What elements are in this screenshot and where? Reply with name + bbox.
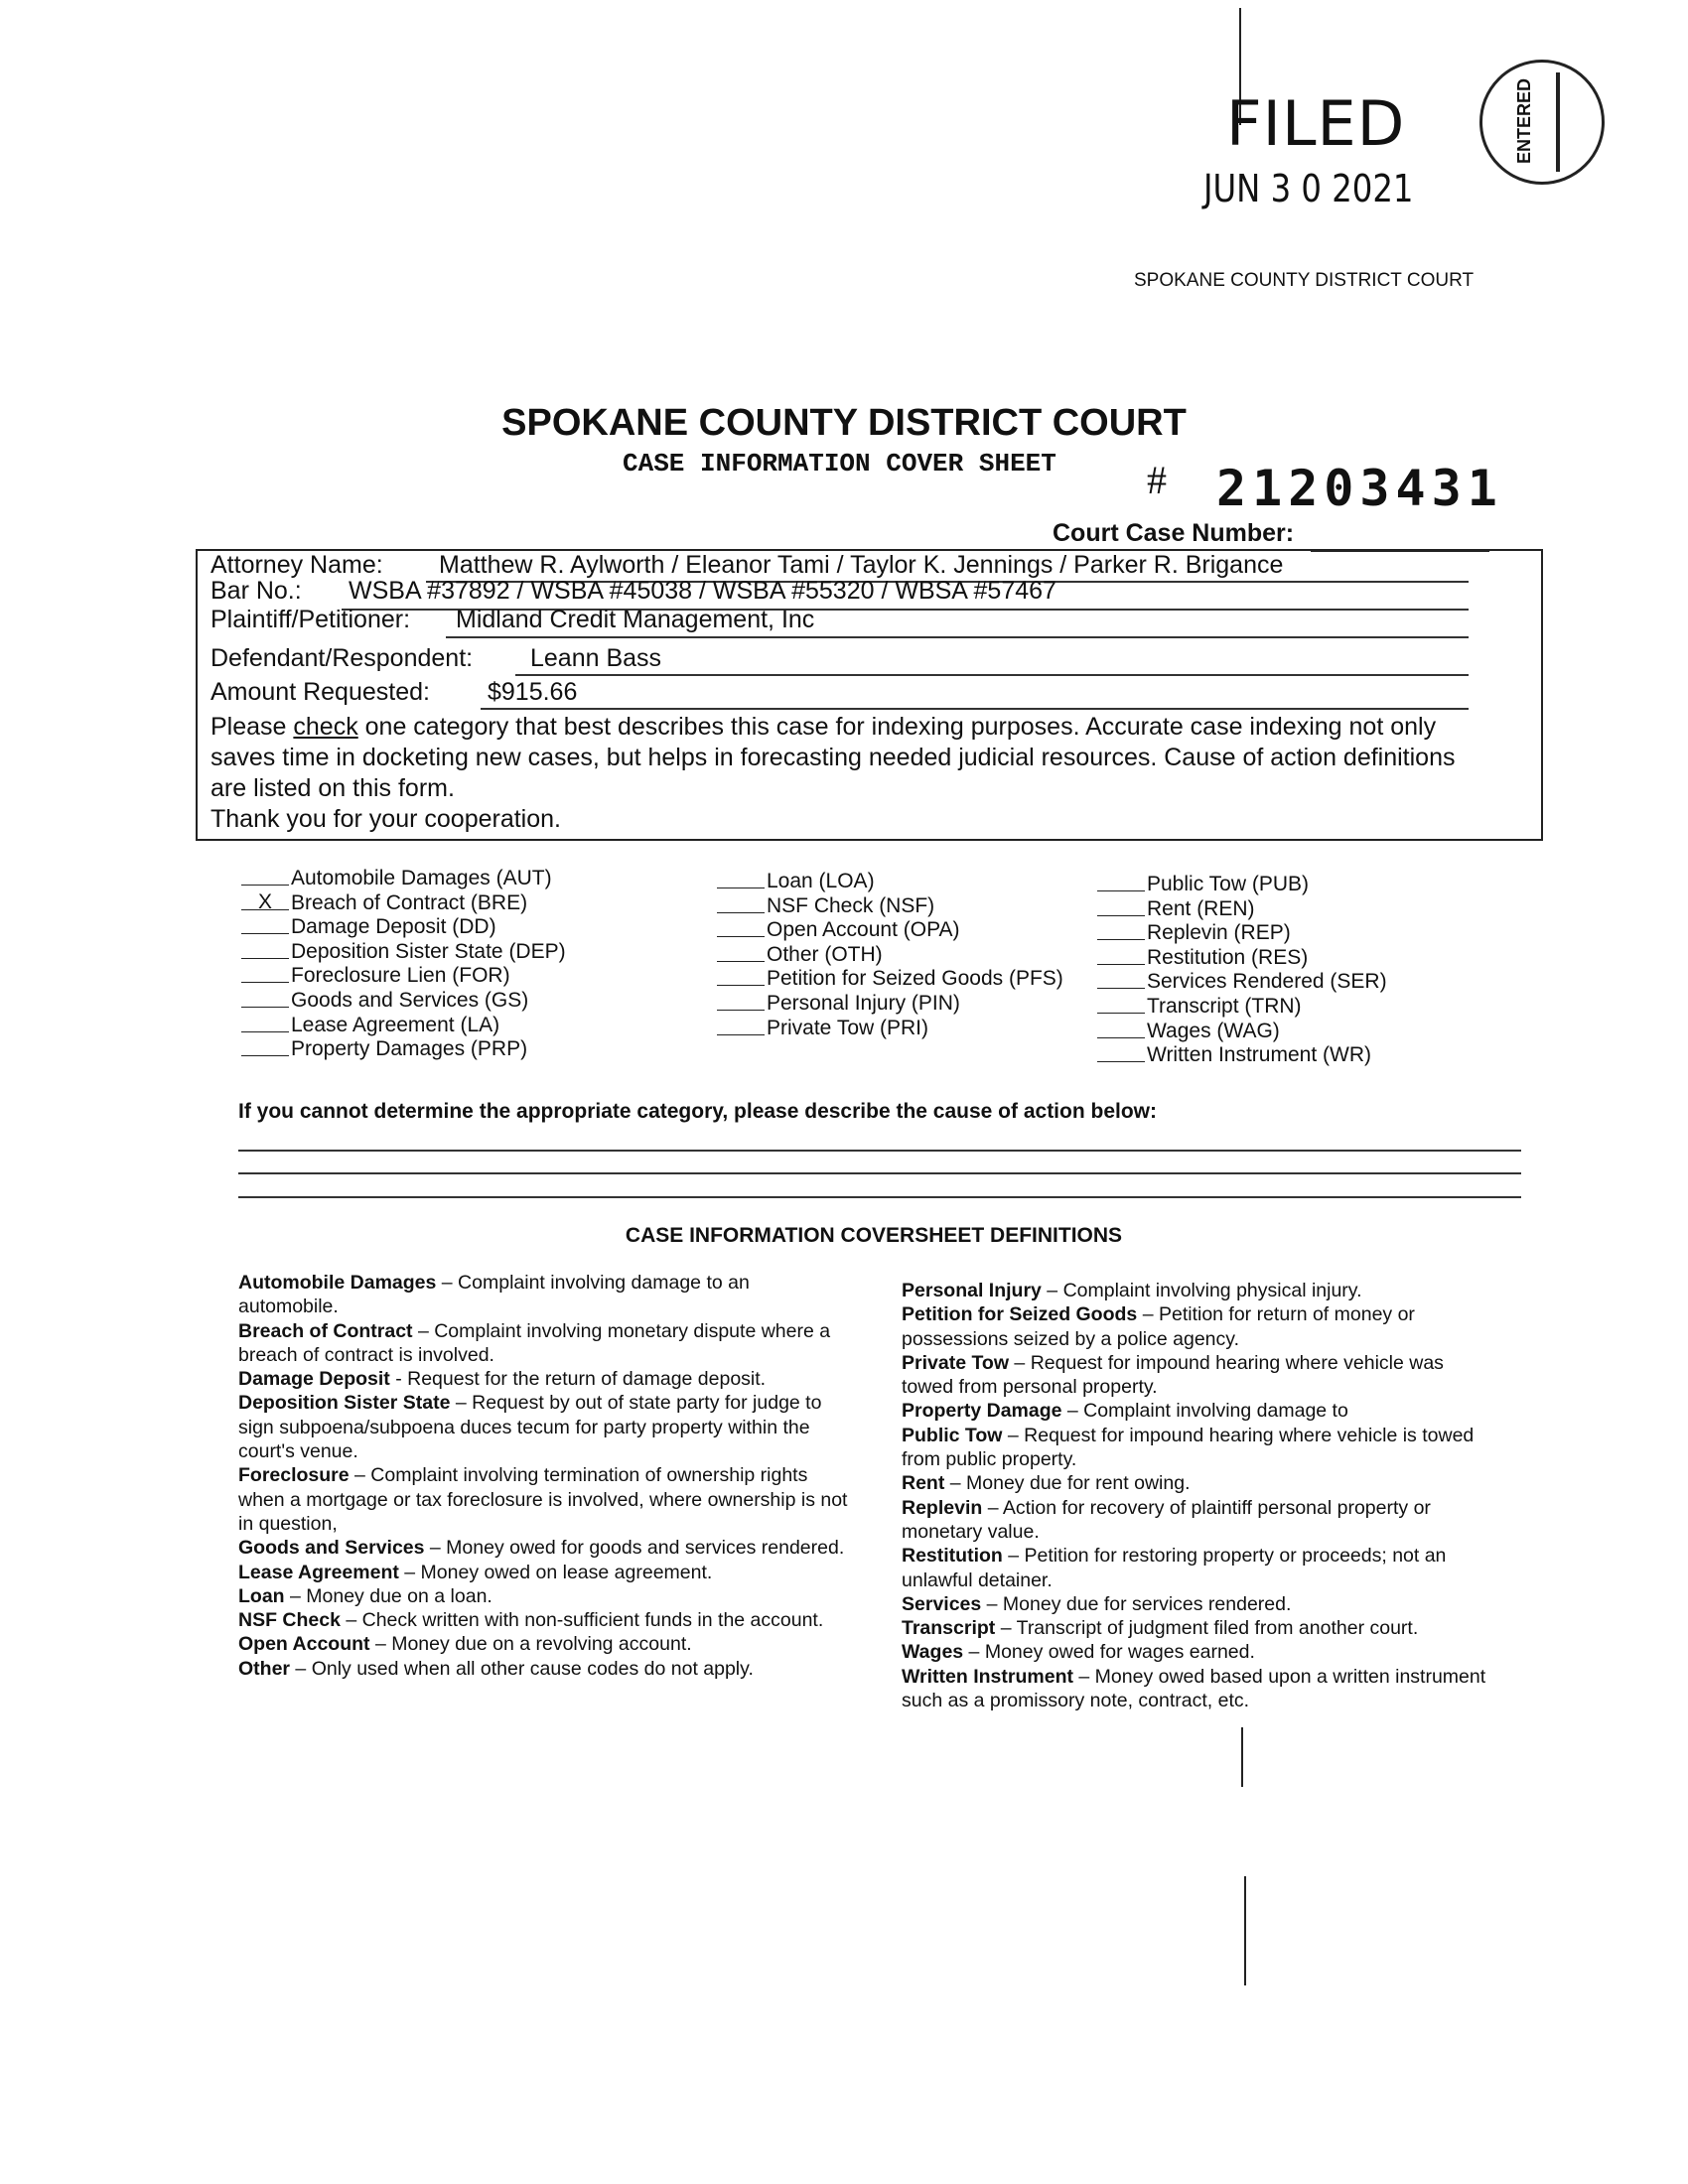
entered-stamp-bar [1556, 72, 1560, 172]
instructions-check: check [293, 713, 358, 741]
category-checkbox[interactable] [241, 915, 289, 934]
category-label: Loan (LOA) [767, 870, 875, 892]
category-item[interactable] [1097, 1043, 1387, 1068]
definition-text: – Money due on a revolving account. [369, 1633, 692, 1656]
definition-item [902, 1496, 1487, 1545]
definition-item [238, 1561, 854, 1584]
category-checkbox[interactable] [717, 943, 765, 962]
category-label: Personal Injury (PIN) [767, 991, 960, 1015]
definition-text: – Complaint involving damage to an automobile. [238, 1272, 750, 1318]
definition-text: – Money owed based upon a written instrument such as a promissory note, contract, etc. [902, 1665, 1486, 1712]
entered-stamp-text: ENTERED [1514, 78, 1534, 165]
category-checkbox[interactable] [1097, 921, 1145, 940]
category-checkbox[interactable] [241, 1014, 289, 1032]
definitions-heading: CASE INFORMATION COVERSHEET DEFINITIONS [625, 1224, 1123, 1247]
definition-item [238, 1608, 854, 1632]
case-info-box [196, 549, 1543, 841]
definition-term: Wages [902, 1641, 964, 1664]
category-label: Transcript (TRN) [1147, 994, 1302, 1018]
definition-item [238, 1271, 854, 1319]
category-item[interactable] [241, 1014, 566, 1038]
category-checkbox[interactable] [717, 992, 765, 1011]
definition-item [238, 1657, 854, 1681]
category-label: Breach of Contract (BRE) [291, 890, 528, 914]
amount-label: Amount Requested: [211, 678, 430, 706]
category-item[interactable] [241, 867, 566, 891]
category-checkbox[interactable] [241, 989, 289, 1008]
category-column-2 [717, 870, 1063, 1040]
definition-term: Private Tow [902, 1351, 1010, 1374]
category-item[interactable] [1097, 1020, 1387, 1044]
category-item[interactable] [241, 940, 566, 965]
category-label: Goods and Services (GS) [291, 988, 529, 1012]
attorney-row [211, 551, 383, 580]
definition-term: Breach of Contract [238, 1319, 413, 1342]
definition-text: – Request by out of state party for judge to sign subpoena/subpoena duces tecum for party property within the court's venue. [238, 1392, 822, 1463]
definition-item [902, 1399, 1487, 1423]
bar-value: WSBA #37892 / WSBA #45038 / WSBA #55320 / WBSA #57467 [349, 577, 1056, 605]
definition-item [902, 1544, 1487, 1592]
definition-text: - Request for the return of damage deposit. [389, 1368, 767, 1391]
definition-item [238, 1584, 854, 1608]
instructions-text [211, 712, 1481, 835]
definition-term: Loan [238, 1584, 285, 1607]
category-checkbox[interactable] [717, 1017, 765, 1035]
definition-term: Public Tow [902, 1424, 1003, 1446]
category-item[interactable] [717, 870, 1063, 894]
category-item[interactable] [1097, 873, 1387, 897]
definition-item [902, 1640, 1487, 1664]
margin-line-bottom-2 [1244, 1876, 1246, 1985]
definition-item [902, 1351, 1487, 1400]
definition-item [238, 1367, 854, 1391]
category-item[interactable] [1097, 995, 1387, 1020]
category-item[interactable] [241, 915, 566, 940]
definition-term: Open Account [238, 1633, 370, 1656]
definitions-left-column [238, 1271, 854, 1681]
category-label: Property Damages (PRP) [291, 1037, 528, 1061]
category-item[interactable] [1097, 921, 1387, 946]
category-checkbox[interactable] [1097, 970, 1145, 989]
definition-term: Foreclosure [238, 1464, 350, 1487]
category-column-1 [241, 867, 566, 1062]
definition-text: – Complaint involving monetary dispute where a breach of contract is involved. [238, 1319, 831, 1366]
definition-term: Property Damage [902, 1400, 1062, 1423]
category-checkbox[interactable] [241, 964, 289, 983]
category-checkbox[interactable] [1097, 873, 1145, 891]
filed-stamp: FILED [1226, 87, 1406, 160]
definitions-right-column [902, 1279, 1487, 1712]
definition-item [238, 1632, 854, 1656]
plaintiff-row [211, 606, 410, 634]
page-title: SPOKANE COUNTY DISTRICT COURT [501, 402, 1187, 444]
category-item[interactable] [1097, 897, 1387, 922]
describe-line-3[interactable] [238, 1196, 1521, 1198]
definition-term: Written Instrument [902, 1665, 1073, 1688]
definition-text: – Money due for services rendered. [981, 1592, 1292, 1615]
plaintiff-value: Midland Credit Management, Inc [456, 606, 815, 633]
definition-text: – Complaint involving physical injury. [1041, 1280, 1362, 1301]
instructions-post: one category that best describes this case for indexing purposes. Accurate case indexing not only saves time in docketing new cases, but helps in forecasting needed judicial resources. Cause of action definitions are listed on this form. [211, 713, 1456, 802]
amount-value: $915.66 [488, 678, 578, 706]
definition-item [238, 1391, 854, 1463]
category-label: Rent (REN) [1147, 896, 1255, 920]
definition-term: Other [238, 1657, 291, 1680]
category-label: Damage Deposit (DD) [291, 915, 496, 939]
definition-term: Petition for Seized Goods [902, 1303, 1138, 1326]
category-checkbox[interactable] [241, 940, 289, 959]
category-label: Replevin (REP) [1147, 921, 1291, 945]
definition-item [238, 1463, 854, 1536]
category-item[interactable] [1097, 946, 1387, 971]
category-label: Lease Agreement (LA) [291, 1013, 500, 1036]
category-item[interactable] [717, 943, 1063, 968]
definition-term: Damage Deposit [238, 1368, 390, 1391]
category-item[interactable] [241, 964, 566, 989]
court-case-number-label: Court Case Number: [1053, 519, 1295, 547]
entered-stamp [1479, 60, 1605, 185]
bar-label: Bar No.: [211, 577, 302, 605]
category-item[interactable] [717, 992, 1063, 1017]
definition-term: Goods and Services [238, 1537, 425, 1560]
category-item[interactable] [1097, 970, 1387, 995]
category-label: Foreclosure Lien (FOR) [291, 964, 510, 988]
defendant-value: Leann Bass [530, 644, 662, 672]
definition-text: – Transcript of judgment filed from another court. [995, 1617, 1419, 1640]
definition-item [902, 1302, 1487, 1351]
defendant-row [211, 644, 473, 673]
definition-text: – Money owed for wages earned. [963, 1641, 1255, 1664]
case-number-hash: # [1147, 458, 1167, 502]
category-checkbox[interactable] [717, 967, 765, 986]
definition-term: NSF Check [238, 1609, 341, 1632]
category-checkbox[interactable] [241, 1037, 289, 1056]
definition-item [902, 1279, 1487, 1302]
describe-cause-label: If you cannot determine the appropriate category, please describe the cause of action below: [238, 1100, 1158, 1123]
category-checkbox[interactable] [241, 867, 289, 886]
category-checkbox[interactable] [1097, 995, 1145, 1014]
category-label: Restitution (RES) [1147, 945, 1309, 969]
definition-term: Services [902, 1592, 982, 1615]
defendant-label: Defendant/Respondent: [211, 644, 474, 672]
plaintiff-underline [446, 636, 1469, 638]
category-column-3 [1097, 873, 1387, 1068]
definition-term: Personal Injury [902, 1280, 1042, 1301]
definition-item [238, 1319, 854, 1368]
defendant-underline [515, 674, 1469, 676]
definition-text: – Only used when all other cause codes do not apply. [290, 1657, 754, 1680]
margin-line-bottom-1 [1241, 1727, 1243, 1787]
definition-term: Lease Agreement [238, 1561, 399, 1583]
definition-text: – Money owed on lease agreement. [398, 1561, 713, 1583]
definition-text: – Complaint involving termination of ownership rights when a mortgage or tax foreclosure is involved, where ownership is not in question, [238, 1464, 848, 1535]
attorney-value: Matthew R. Aylworth / Eleanor Tami / Taylor K. Jennings / Parker R. Brigance [439, 551, 1284, 579]
describe-line-1[interactable] [238, 1150, 1521, 1152]
category-label: Public Tow (PUB) [1147, 873, 1309, 895]
definition-text: – Complaint involving damage to [1061, 1400, 1348, 1423]
definition-text: – Money due on a loan. [284, 1584, 492, 1607]
category-item[interactable] [241, 891, 566, 916]
definition-item [902, 1616, 1487, 1640]
instructions-thanks: Thank you for your cooperation. [211, 805, 561, 833]
category-label: Petition for Seized Goods (PFS) [767, 967, 1063, 991]
case-number: 21203431 [1216, 460, 1503, 517]
definition-term: Restitution [902, 1545, 1003, 1568]
category-checkbox[interactable] [1097, 1020, 1145, 1038]
filed-date: JUN 3 0 2021 [1203, 167, 1414, 210]
filed-court-name: SPOKANE COUNTY DISTRICT COURT [1134, 270, 1475, 291]
definition-text: – Money due for rent owing. [944, 1472, 1191, 1495]
category-label: Wages (WAG) [1147, 1019, 1280, 1042]
definition-term: Deposition Sister State [238, 1392, 451, 1415]
definition-term: Replevin [902, 1496, 983, 1519]
category-label: Services Rendered (SER) [1147, 970, 1387, 994]
category-label: Open Account (OPA) [767, 918, 960, 942]
category-item[interactable] [717, 894, 1063, 919]
amount-underline [481, 708, 1469, 710]
definition-text: – Check written with non-sufficient funds in the account. [340, 1609, 824, 1632]
category-item[interactable] [241, 1037, 566, 1062]
definition-item [238, 1536, 854, 1560]
definition-item [902, 1665, 1487, 1713]
category-item[interactable] [241, 989, 566, 1014]
amount-row [211, 678, 430, 707]
category-checkbox[interactable] [1097, 1043, 1145, 1062]
definition-term: Transcript [902, 1617, 996, 1640]
definition-text: – Request for impound hearing where vehicle is towed from public property. [902, 1424, 1475, 1471]
definition-text: – Action for recovery of plaintiff personal property or monetary value. [902, 1496, 1431, 1543]
definition-term: Automobile Damages [238, 1272, 437, 1294]
definition-item [902, 1592, 1487, 1616]
category-checkbox[interactable] [717, 870, 765, 888]
category-checkbox[interactable] [1097, 897, 1145, 916]
plaintiff-label: Plaintiff/Petitioner: [211, 606, 411, 633]
describe-line-2[interactable] [238, 1172, 1521, 1174]
definition-text: – Request for impound hearing where vehicle was towed from personal property. [902, 1351, 1444, 1399]
instructions-pre: Please [211, 713, 294, 741]
attorney-label: Attorney Name: [211, 551, 383, 579]
category-item[interactable] [717, 1017, 1063, 1041]
category-checkbox[interactable] [717, 894, 765, 913]
category-checkbox[interactable]: X [241, 891, 289, 910]
category-checkbox[interactable] [717, 918, 765, 937]
category-item[interactable] [717, 918, 1063, 943]
category-label: NSF Check (NSF) [767, 893, 935, 917]
definition-item [902, 1471, 1487, 1495]
category-label: Private Tow (PRI) [767, 1016, 928, 1039]
definition-text: – Money owed for goods and services rendered. [424, 1537, 845, 1560]
category-label: Automobile Damages (AUT) [291, 867, 552, 889]
page-subtitle: CASE INFORMATION COVER SHEET [623, 449, 1056, 478]
category-label: Other (OTH) [767, 942, 883, 966]
category-label: Deposition Sister State (DEP) [291, 939, 566, 963]
definition-text: – Petition for restoring property or proceeds; not an unlawful detainer. [902, 1545, 1447, 1591]
bar-row [211, 577, 302, 606]
definition-text: – Petition for return of money or possessions seized by a police agency. [902, 1303, 1415, 1350]
definition-term: Rent [902, 1472, 945, 1495]
category-label: Written Instrument (WR) [1147, 1043, 1371, 1067]
definition-item [902, 1424, 1487, 1472]
category-item[interactable] [717, 967, 1063, 992]
category-checkbox[interactable] [1097, 946, 1145, 965]
